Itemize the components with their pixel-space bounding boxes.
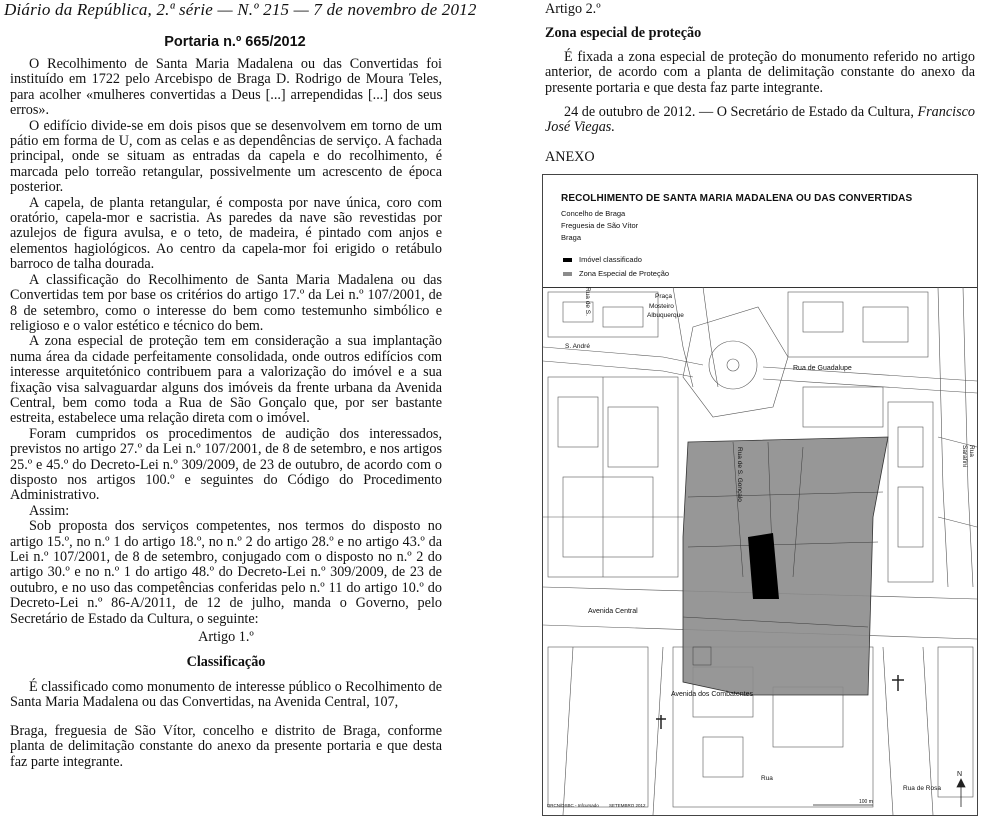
date-line: 24 de outubro de 2012. — O Secretário de Estado da Cultura, — [564, 104, 914, 120]
paragraph: É classificado como monumento de interesse público o Recolhimento de Santa Maria Madalena ou das Convertidas, na Avenida Central, 107, — [10, 679, 442, 711]
map-distrito: Braga — [561, 233, 582, 242]
article-2-title: Zona especial de proteção — [545, 25, 702, 41]
paragraph: Sob proposta dos serviços competentes, nos termos do disposto no artigo 15.º, no n.º 1 do artigo 18.º, no n.º 2 do artigo 28.º e no artigo 43.º da Lei n.º 107/2001, de 8 de setembro, conjugado com o disposto no n.º 2 do artigo 30.º e no n.º 1 do artigo 48.º do Decreto-Lei n.º 309/2009, de 23 de outubro, e no uso das competências conferidas pelo n.º 11 do artigo 10.º do Decreto-Lei n.º 86-A/2011, de 12 de julho, manda o Governo, pelo Secretário de Estado da Cultura, o seguinte: — [10, 518, 442, 627]
paragraph: Foram cumpridos os procedimentos de audição dos interessados, previstos no artigo 27.º da Lei n.º 107/2001, de 8 de setembro, e nos artigos 25.º e 45.º do Decreto-Lei n.º 309/2009, de 23 de outubro, de acordo com o disposto nos artigos 100.º e seguintes do Código do Procedimento Administrativo. — [10, 425, 442, 504]
article-2-text — [545, 50, 975, 96]
paragraph: Assim: — [29, 502, 70, 519]
paragraph: Braga, freguesia de São Vítor, concelho e distrito de Braga, conforme planta de delimitação constante do anexo da presente portaria e que desta faz parte integrante. — [10, 723, 442, 770]
paragraph: O edifício divide-se em dois pisos que se desenvolvem em torno de um pátio em forma de U, com as celas e as dependências de serviço. A fachada principal, onde se situam as entradas da capela e do recolhimento, é marcada pelo torreão retangular, possivelmente um acrescento de época posterior. — [10, 117, 442, 196]
map-concelho: Concelho de Braga — [561, 209, 626, 218]
article-1-text-b — [10, 724, 442, 770]
signatory: Francisco José Viegas. — [545, 104, 976, 136]
label-rua: Rua — [761, 775, 773, 782]
label-guadalupe: Rua de Guadalupe — [793, 365, 852, 372]
paragraph: A classificação do Recolhimento de Santa Maria Madalena ou das Convertidas tem por base os critérios do artigo 17.º da Lei n.º 107/2001, de 8 de setembro, como o interesse do bem como testemunho simbólico e religioso e o valor estético e técnico do bem. — [10, 271, 442, 334]
map-footer-date: SETEMBRO 2012 — [609, 803, 646, 808]
label-avenida-central: Avenida Central — [588, 608, 638, 615]
label-sarafini: Rua Sarafini — [961, 445, 975, 468]
portaria-title: Portaria n.º 665/2012 — [164, 34, 306, 50]
signature-block — [545, 105, 975, 136]
paragraph: É fixada a zona especial de proteção do monumento referido no artigo anterior, de acordo com a planta de delimitação constante do anexo da presente portaria e que desta faz parte integrante. — [545, 49, 975, 96]
label-avenida-combatentes: Avenida dos Combatentes — [671, 691, 753, 698]
paragraph: A capela, de planta retangular, é composta por nave única, coro com oratório, capela-mor e sacristia. As paredes da nave são revestidas por azulejos de figura avulsa, e o teto, de madeira, é pintado com anjos e elementos hagiológicos. Ao centro da capela-mor foi erigido o retábulo barroco de talha dourada. — [10, 194, 442, 273]
paragraph: O Recolhimento de Santa Maria Madalena ou das Convertidas foi instituído em 1722 pelo Arcebispo de Braga D. Rodrigo de Moura Teles, para acolher «mulheres convertidas a Deus [...] arrependidas [...] dos seus erros». — [10, 56, 442, 119]
map-footer-left: DRCN/DSBC - Infcursado — [547, 803, 599, 808]
label-goncalo: Rua de S. Gonçalo — [736, 447, 743, 502]
north-label: N — [957, 771, 963, 778]
article-1-text-a — [10, 680, 442, 711]
paragraph: A zona especial de proteção tem em consideração a sua implantação numa área da cidade perfeitamente consolidada, onde outros edifícios com interesse arquitetónico contribuem para a valorização do imóvel e a sua fixação visa salvaguardar alguns dos imóveis da frente urbana da Avenida Central, bem como toda a Rua de São Gonçalo que, por ser bastante estreita, estabelece uma relação direta com o imóvel. — [10, 333, 442, 427]
legend-classified: Imóvel classificado — [579, 255, 642, 264]
legend-swatch-classified — [563, 258, 572, 262]
article-2-heading: Artigo 2.º — [545, 1, 601, 17]
paragraph — [545, 105, 975, 136]
map-legend — [543, 175, 977, 288]
delimitation-map — [542, 174, 978, 816]
label-rua-s: Rua de S. — [584, 287, 591, 316]
label-museu: Mosteiro — [649, 303, 674, 310]
label-s-andre: S. André — [565, 343, 590, 350]
left-column — [10, 57, 442, 627]
label-albuquerque: Albuquerque — [647, 312, 684, 319]
legend-swatch-zone — [563, 272, 572, 276]
article-1-title: Classificação — [186, 654, 266, 670]
map-scale: 100 m — [859, 799, 873, 805]
label-rua-de-rosa: Rua de Rosa — [903, 785, 941, 792]
map-drawing — [543, 287, 977, 815]
anexo-heading: ANEXO — [545, 149, 595, 165]
article-1-heading: Artigo 1.º — [198, 629, 254, 645]
page-header: Diário da República, 2.ª série — N.º 215 — 7 de novembro de 2012 — [4, 0, 477, 19]
legend-zone: Zona Especial de Proteção — [579, 269, 670, 278]
map-title: RECOLHIMENTO DE SANTA MARIA MADALENA OU DAS CONVERTIDAS — [561, 193, 913, 204]
map-freguesia: Freguesia de São Vítor — [561, 221, 639, 230]
label-praca: Praça — [655, 293, 672, 300]
